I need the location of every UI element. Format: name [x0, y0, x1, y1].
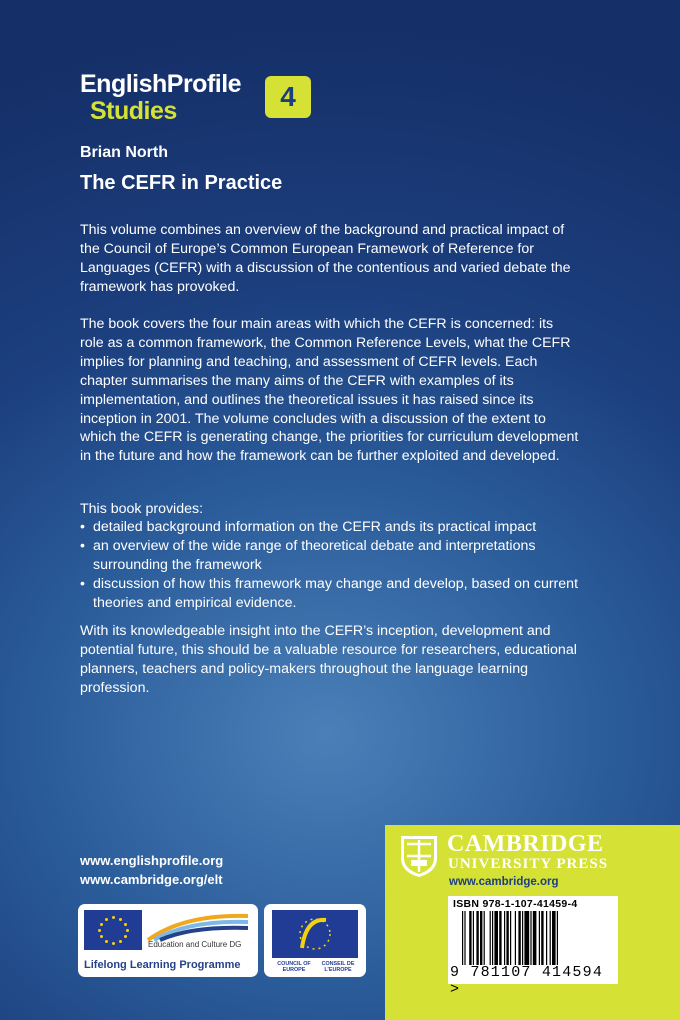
barcode-bars-icon — [462, 911, 614, 965]
publisher-name: CAMBRIDGE — [447, 831, 604, 857]
cambridge-elt-link[interactable]: www.cambridge.org/elt — [80, 872, 223, 887]
book-title: The CEFR in Practice — [80, 172, 283, 194]
eu-flag-icon — [84, 910, 142, 950]
publisher-url[interactable]: www.cambridge.org — [449, 876, 559, 888]
blurb-paragraph-3: With its knowledgeable insight into the CEFR’s inception, development and potential future, this should be a valuable resource for researchers, educational planners, teachers and policy-makers throughout the language learning profession. — [80, 623, 577, 696]
blurb-paragraph-2: The book covers the four main areas with which the CEFR is concerned: its role as a common framework, the Common Reference Levels, what the CEFR implies for planning and teaching, and assessment of CEFR levels. Each chapter summarises the many aims of the CEFR with examples of its implementation, and outlines the theoretical issues it has raised since its inception in 2001. The volume concludes with a discussion of the extent to which the CEFR is generating change, the priorities for curriculum development in the future and how the framework can be further exploited and developed. — [80, 316, 579, 465]
barcode — [448, 896, 618, 998]
cambridge-crest-icon — [399, 834, 439, 878]
llp-logo — [78, 904, 258, 977]
publisher-subname: UNIVERSITY PRESS — [448, 856, 609, 872]
provides-list — [80, 518, 580, 613]
council-of-europe-logo — [264, 904, 366, 977]
blurb-paragraph-1: This volume combines an overview of the background and practical impact of the Council of Europe’s Common European Framework of Reference for Languages (CEFR) with a discussion of the contentious and varied debate the framework has provoked. — [80, 222, 571, 295]
volume-badge: 4 — [265, 76, 311, 118]
coe-emblem-icon — [272, 910, 358, 958]
series-name-line1: EnglishProfile — [80, 70, 242, 98]
series-name-line2: Studies — [90, 97, 177, 125]
list-item: • an overview of the wide range of theoretical debate and interpretations surrounding the framework — [80, 537, 580, 575]
llp-dg-label: Education and Culture DG — [148, 940, 242, 949]
englishprofile-link[interactable]: www.englishprofile.org — [80, 853, 224, 868]
list-item: • discussion of how this framework may change and develop, based on current theories and empirical evidence. — [80, 575, 580, 613]
provides-heading: This book provides: — [80, 501, 204, 517]
llp-swoosh-icon — [144, 910, 252, 942]
coe-french-label: CONSEIL DE L’EUROPE — [321, 961, 355, 974]
list-item: • detailed background information on the CEFR ands its practical impact — [80, 518, 580, 537]
author-name: Brian North — [80, 144, 168, 161]
coe-english-label: COUNCIL OF EUROPE — [277, 961, 311, 974]
llp-label: Lifelong Learning Programme — [84, 959, 241, 971]
isbn-label: ISBN 978-1-107-41459-4 — [453, 898, 578, 910]
ean-digits: 9 781107 414594 > — [450, 964, 604, 998]
